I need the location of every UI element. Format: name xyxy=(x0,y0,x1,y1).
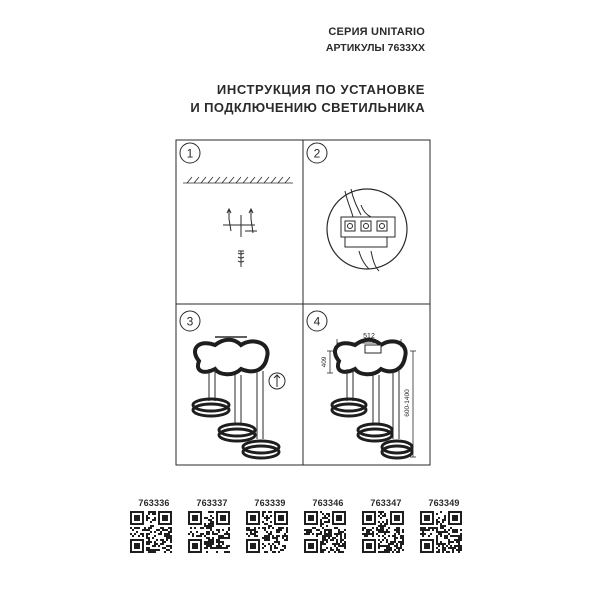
step-2-number: 2 xyxy=(313,146,321,161)
series-title: СЕРИЯ UNITARIO xyxy=(328,26,425,38)
instruction-steps-grid xyxy=(175,139,431,466)
qr-item[interactable] xyxy=(130,498,178,553)
qr-code-icon xyxy=(420,511,462,553)
mounting-bracket-icon xyxy=(223,209,257,237)
article-code: 763339 xyxy=(254,498,286,508)
qr-code-icon xyxy=(130,511,172,553)
qr-item[interactable] xyxy=(420,498,468,553)
total-height-label: 600-1400 xyxy=(404,389,411,417)
qr-item[interactable] xyxy=(304,498,352,553)
article-code: 763337 xyxy=(196,498,228,508)
step-1-number: 1 xyxy=(186,146,194,161)
width-dimension-label: 512 xyxy=(363,333,375,340)
qr-code-icon xyxy=(304,511,346,553)
qr-item[interactable] xyxy=(362,498,410,553)
qr-code-icon xyxy=(188,511,230,553)
step-3-number: 3 xyxy=(186,314,194,329)
step3-ring-lower-2 xyxy=(219,424,255,441)
step-4-panel xyxy=(307,311,416,458)
step-4-number: 4 xyxy=(313,314,321,329)
article-code: 763336 xyxy=(138,498,170,508)
ceiling-hatch-icon xyxy=(183,177,293,183)
screw-icon xyxy=(238,251,244,267)
article-code: 763346 xyxy=(312,498,344,508)
step3-top-ring xyxy=(195,340,268,375)
canopy-height-label: 409 xyxy=(321,356,328,368)
qr-code-icon xyxy=(246,511,288,553)
step4-ring-lower-1 xyxy=(332,399,366,416)
qr-item[interactable] xyxy=(188,498,236,553)
step4-ring-lower-2 xyxy=(358,424,392,441)
article-qr-codes xyxy=(130,498,470,568)
terminal-block-icon xyxy=(341,217,395,247)
step-1-panel xyxy=(180,143,293,267)
step3-ring-lower-3 xyxy=(243,441,279,458)
qr-item[interactable] xyxy=(246,498,294,553)
step3-ring-lower-1 xyxy=(193,399,229,416)
article-code: 763349 xyxy=(428,498,460,508)
articles-subtitle: АРТИКУЛЫ 7633XX xyxy=(325,42,425,54)
step-2-panel xyxy=(307,143,407,271)
instruction-title-line1: ИНСТРУКЦИЯ ПО УСТАНОВКЕ xyxy=(216,82,425,97)
step-3-panel xyxy=(180,311,285,458)
qr-code-icon xyxy=(362,511,404,553)
article-code: 763347 xyxy=(370,498,402,508)
instruction-title-line2: И ПОДКЛЮЧЕНИЮ СВЕТИЛЬНИКА xyxy=(190,100,425,115)
step4-canopy xyxy=(365,345,381,353)
step4-ring-lower-3 xyxy=(382,441,412,458)
